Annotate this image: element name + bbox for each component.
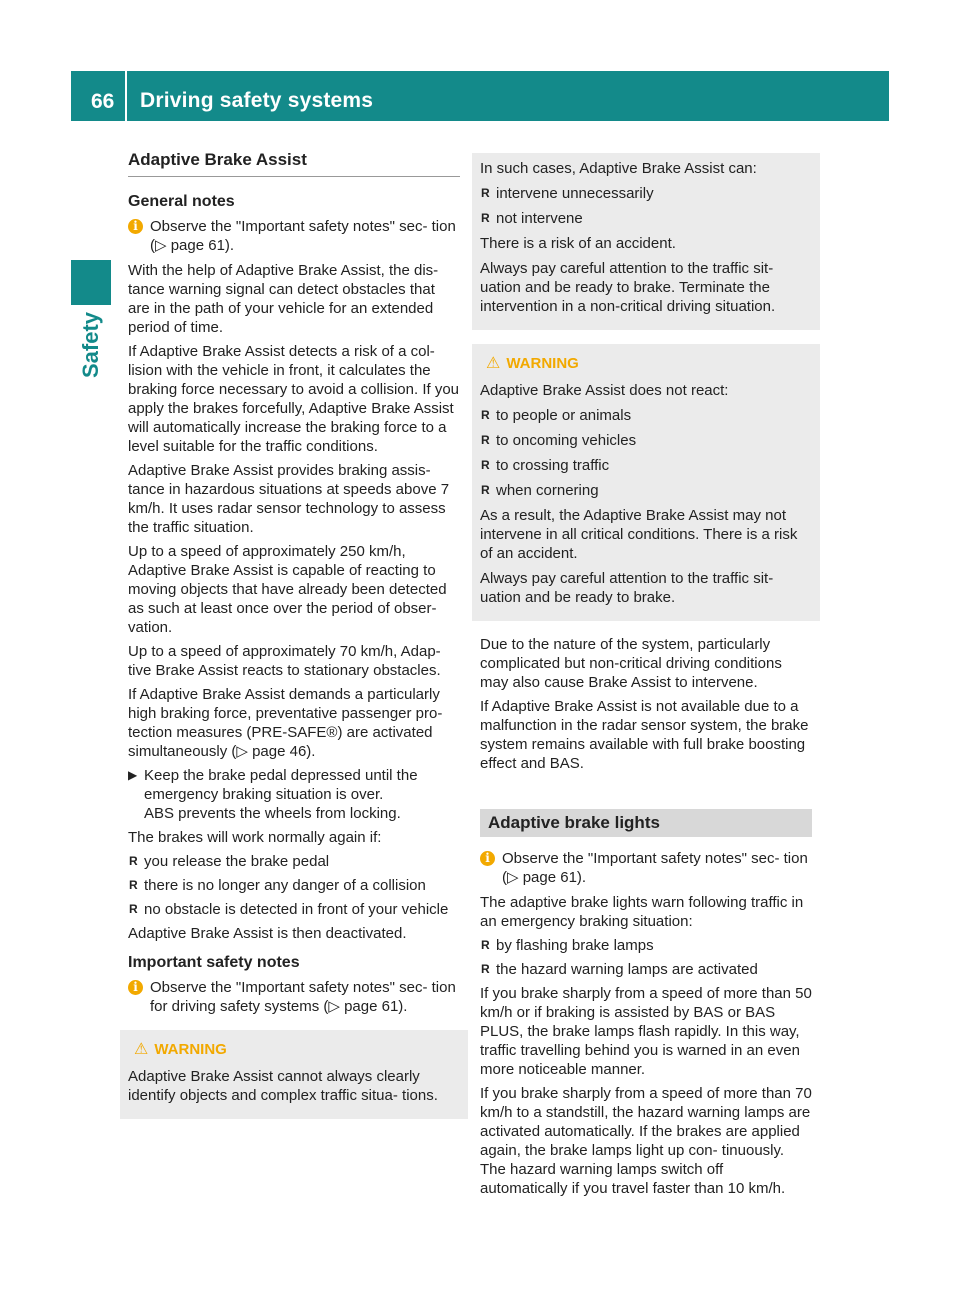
warning-box-continued <box>472 153 820 330</box>
warning-title <box>480 354 812 373</box>
left-column <box>128 150 460 1119</box>
warning-box <box>472 344 820 621</box>
warning-label: WARNING <box>506 355 579 372</box>
list-item: R by flashing brake lamps <box>480 936 812 955</box>
instruction-step <box>128 766 460 823</box>
list-item: R there is no longer any danger of a collision <box>128 876 460 895</box>
paragraph: The brakes will work normally again if: <box>128 829 382 846</box>
list-item: R intervene unnecessarily <box>480 184 812 203</box>
paragraph: As a result, the Adaptive Brake Assist may not intervene in all critical conditions. There is a risk of an accident. <box>480 507 798 562</box>
list-item: R you release the brake pedal <box>128 852 460 871</box>
warning-text: Adaptive Brake Assist cannot always clearly identify objects and complex traffic situa- tions. <box>128 1068 438 1104</box>
warning-label: WARNING <box>154 1041 227 1058</box>
list-item: R no obstacle is detected in front of your vehicle <box>128 900 460 919</box>
paragraph: If Adaptive Brake Assist demands a particularly high braking force, preventative passenger pro- tection measures (PRE-SAFE®) are activated simultaneously (▷ page 46). <box>128 686 443 760</box>
paragraph: If Adaptive Brake Assist is not available due to a malfunction in the radar sensor system, the brake system remains available with full brake boosting effect and BAS. <box>480 698 809 772</box>
general-notes-heading: General notes <box>128 193 235 210</box>
header-title: Driving safety systems <box>140 89 374 112</box>
page-number: 66 <box>91 90 115 113</box>
list-item: R to oncoming vehicles <box>480 431 812 450</box>
page-header <box>71 71 889 121</box>
paragraph: There is a risk of an accident. <box>480 235 676 252</box>
step-text: Keep the brake pedal depressed until the emergency braking situation is over. <box>144 767 418 803</box>
paragraph: With the help of Adaptive Brake Assist, the dis- tance warning signal can detect obstacles that are in the path of your vehicle for an extended period of time. <box>128 262 439 336</box>
paragraph: In such cases, Adaptive Brake Assist can: <box>480 160 757 177</box>
paragraph: If Adaptive Brake Assist detects a risk of a col- lision with the vehicle in front, it calculates the braking force necessary to avoid a collision. If you apply the brakes forcefully, Adaptive Brake Assist will automatically increase the braking force to a level suitable for the traffic conditions. <box>128 343 460 455</box>
side-tab-marker <box>71 260 111 305</box>
info-icon: i <box>128 219 143 234</box>
warning-box <box>120 1030 468 1119</box>
paragraph: Due to the nature of the system, particularly complicated but non-critical driving conditions may also cause Brake Assist to intervene. <box>480 636 782 691</box>
info-icon: i <box>480 851 495 866</box>
paragraph: If you brake sharply from a speed of more than 50 km/h or if braking is assisted by BAS or BAS PLUS, the brake lamps flash rapidly. In this way, traffic travelling behind you is warned in an even more noticeable manner. <box>480 985 812 1078</box>
warning-triangle-icon: ⚠ <box>486 355 501 372</box>
info-note <box>480 849 812 887</box>
info-note <box>128 217 460 255</box>
warning-title <box>128 1040 460 1059</box>
info-note <box>128 978 460 1016</box>
info-icon: i <box>128 980 143 995</box>
list-item: R not intervene <box>480 209 812 228</box>
safety-notes-heading: Important safety notes <box>128 954 300 971</box>
section-heading <box>480 809 812 837</box>
section-title: Adaptive Brake Assist <box>128 150 460 177</box>
paragraph: Adaptive Brake Assist provides braking assis- tance in hazardous situations at speeds above 7 km/h. It uses radar sensor technology to assess the traffic situation. <box>128 462 450 536</box>
paragraph: Up to a speed of approximately 70 km/h, Adap- tive Brake Assist reacts to stationary obstacles. <box>128 643 441 679</box>
section-heading-text: Adaptive brake lights <box>488 813 660 832</box>
paragraph: The adaptive brake lights warn following traffic in an emergency braking situation: <box>480 894 804 930</box>
list-item: R when cornering <box>480 481 812 500</box>
list-item: R to people or animals <box>480 406 812 425</box>
info-text: Observe the "Important safety notes" sec- tion for driving safety systems (▷ page 61). <box>150 979 456 1015</box>
list-item: R to crossing traffic <box>480 456 812 475</box>
paragraph: Always pay careful attention to the traffic sit- uation and be ready to brake. Terminate the intervention in a non-critical driving situation. <box>480 260 776 315</box>
header-divider <box>125 71 127 121</box>
step-result: ABS prevents the wheels from locking. <box>144 805 401 822</box>
info-text: Observe the "Important safety notes" sec- tion (▷ page 61). <box>502 850 808 886</box>
paragraph: Adaptive Brake Assist does not react: <box>480 382 729 399</box>
paragraph: Adaptive Brake Assist is then deactivated. <box>128 925 407 942</box>
info-text: Observe the "Important safety notes" sec- tion (▷ page 61). <box>150 218 456 254</box>
paragraph: Always pay careful attention to the traffic sit- uation and be ready to brake. <box>480 570 774 606</box>
side-tab-label: Safety <box>78 311 103 379</box>
warning-triangle-icon: ⚠ <box>134 1041 149 1058</box>
paragraph: Up to a speed of approximately 250 km/h, Adaptive Brake Assist is capable of reacting to moving objects that have already been detected as such at least once over the period of obser- vation. <box>128 543 447 636</box>
right-column <box>480 153 812 1203</box>
paragraph: If you brake sharply from a speed of more than 70 km/h to a standstill, the hazard warning lamps are activated automatically. If the brakes are applied again, the brake lamps light up con- tinuously. The hazard warning lamps switch off automatically if you travel faster than 10 km/h. <box>480 1085 812 1197</box>
list-item: R the hazard warning lamps are activated <box>480 960 812 979</box>
